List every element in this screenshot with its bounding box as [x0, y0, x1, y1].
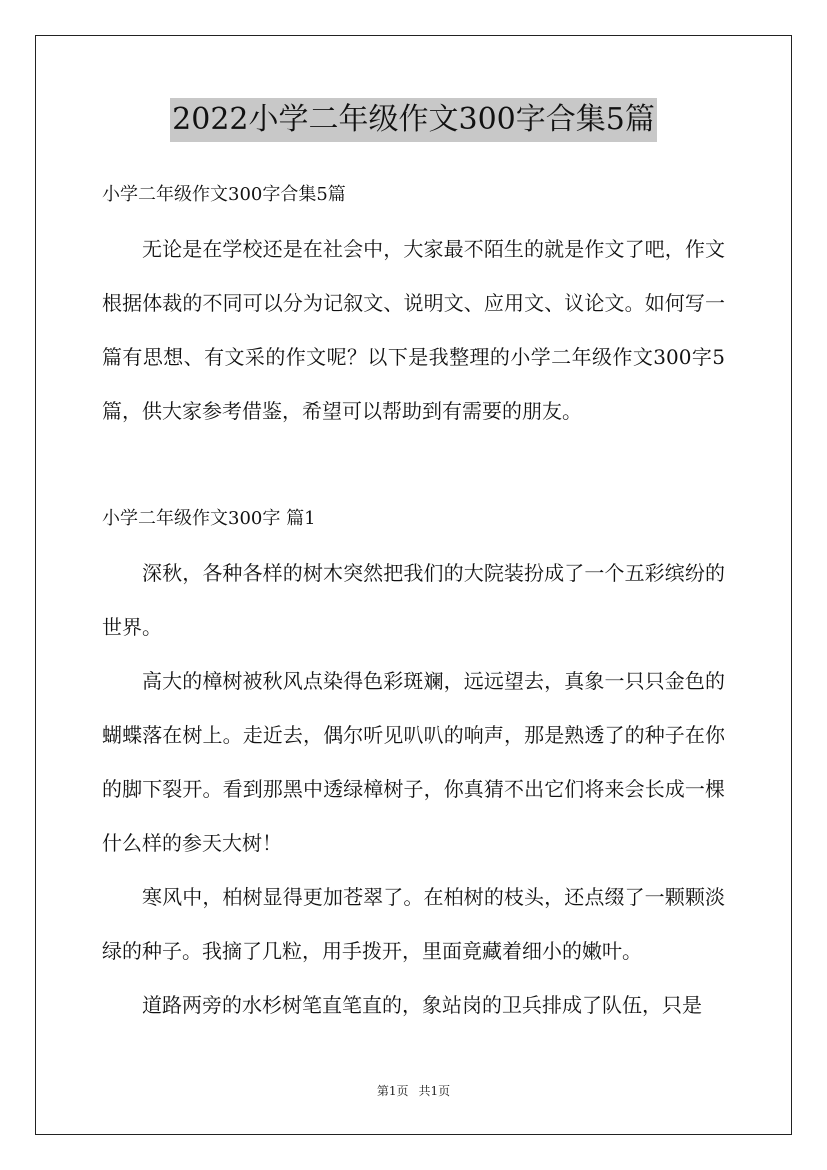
body-paragraph: 深秋，各种各样的树木突然把我们的大院装扮成了一个五彩缤纷的世界。: [102, 561, 725, 639]
body-paragraph: 道路两旁的水杉树笔直笔直的，象站岗的卫兵排成了队伍，只是: [142, 993, 702, 1017]
page-number: 第1页: [376, 1084, 409, 1098]
title-area: [0, 98, 827, 142]
intro-paragraph: 无论是在学校还是在社会中，大家最不陌生的就是作文了吧，作文根据体裁的不同可以分为记叙文、说明文、应用文、议论文。如何写一篇有思想、有文采的作文呢？以下是我整理的小学二年级作文300字5篇，供大家参考借鉴，希望可以帮助到有需要的朋友。: [102, 237, 725, 423]
body-paragraph: 寒风中，柏树显得更加苍翠了。在柏树的枝头，还点缀了一颗颗淡绿的种子。我摘了几粒，用手拨开，里面竟藏着细小的嫩叶。: [102, 885, 725, 963]
body-paragraph: 高大的樟树被秋风点染得色彩斑斓，远远望去，真象一只只金色的蝴蝶落在树上。走近去，偶尔听见叭叭的响声，那是熟透了的种子在你的脚下裂开。看到那黑中透绿樟树子，你真猜不出它们将来会长成一棵什么样的参天大树！: [102, 669, 725, 855]
paragraph-gap: [102, 438, 725, 492]
page-footer: [0, 1082, 827, 1099]
document-subtitle: 小学二年级作文300字合集5篇: [102, 184, 346, 205]
section-heading: 小学二年级作文300字 篇1: [102, 508, 316, 529]
page-count: 共1页: [418, 1084, 451, 1098]
document-title: 2022小学二年级作文300字合集5篇: [170, 98, 657, 142]
document-body: [102, 168, 725, 1032]
